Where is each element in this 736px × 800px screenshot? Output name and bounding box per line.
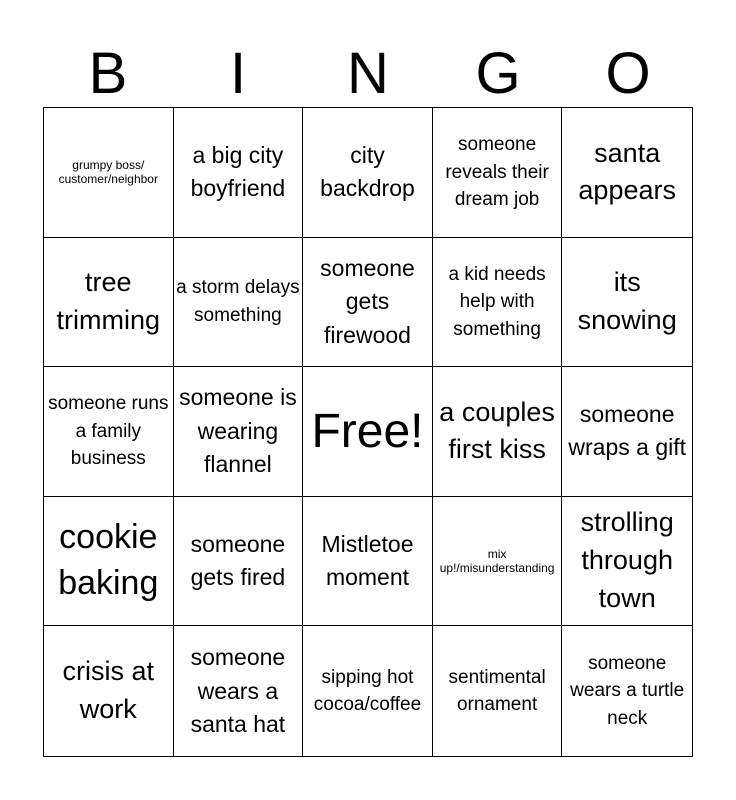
bingo-cell-label: someone is wearing flannel	[179, 384, 297, 478]
bingo-cell[interactable]	[562, 497, 692, 627]
bingo-cell[interactable]	[433, 238, 563, 368]
bingo-cell-label: tree trimming	[56, 267, 161, 335]
bingo-cell-label: someone gets fired	[190, 530, 286, 591]
header-letter-n: N	[347, 41, 389, 106]
bingo-cell[interactable]	[433, 367, 563, 497]
bingo-cell-label: a big city boyfriend	[190, 141, 286, 202]
bingo-cell[interactable]	[174, 108, 304, 238]
bingo-cell[interactable]	[174, 497, 304, 627]
bingo-cell[interactable]	[44, 497, 174, 627]
bingo-card-grid	[43, 107, 693, 757]
bingo-cell-label: someone wears a santa hat	[190, 644, 286, 737]
bingo-cell-label: its snowing	[577, 267, 677, 335]
bingo-cell-label: crisis at work	[62, 656, 155, 725]
bingo-cell-label: a couples first kiss	[439, 396, 555, 465]
bingo-cell-label: Mistletoe moment	[321, 530, 414, 591]
bingo-cell-label: sipping hot cocoa/coffee	[313, 666, 422, 716]
bingo-cell-label: sentimental ornament	[448, 666, 546, 716]
bingo-cell-label: grumpy boss/ customer/neighbor	[58, 157, 158, 187]
bingo-cell-label: someone reveals their dream job	[445, 133, 549, 211]
bingo-cell[interactable]	[303, 108, 433, 238]
bingo-cell[interactable]	[44, 238, 174, 368]
bingo-cell[interactable]	[562, 367, 692, 497]
bingo-cell-label: someone gets firewood	[320, 254, 415, 348]
bingo-cell[interactable]	[303, 497, 433, 627]
bingo-cell[interactable]	[562, 238, 692, 368]
bingo-cell[interactable]	[303, 238, 433, 368]
bingo-cell[interactable]	[44, 367, 174, 497]
bingo-cell[interactable]	[44, 626, 174, 756]
bingo-cell-label: Free!	[311, 404, 424, 458]
bingo-cell[interactable]	[433, 626, 563, 756]
header-letter-o: O	[605, 41, 651, 106]
bingo-header	[43, 40, 693, 108]
header-letter-b: B	[88, 41, 128, 106]
bingo-cell[interactable]	[562, 626, 692, 756]
bingo-cell[interactable]	[174, 626, 304, 756]
bingo-cell[interactable]	[44, 108, 174, 238]
bingo-cell-label: mix up!/misunderstanding	[439, 546, 555, 576]
bingo-cell[interactable]	[174, 367, 304, 497]
bingo-cell-label: santa appears	[578, 137, 676, 206]
bingo-cell-label: a storm delays something	[176, 277, 300, 326]
bingo-cell-label: someone wraps a gift	[568, 401, 686, 461]
bingo-cell[interactable]	[303, 626, 433, 756]
bingo-cell-label: someone runs a family business	[48, 393, 169, 470]
bingo-cell[interactable]	[433, 108, 563, 238]
header-letter-g: G	[475, 41, 521, 106]
bingo-cell-label: a kid needs help with something	[448, 263, 546, 340]
bingo-cell-label: city backdrop	[320, 141, 415, 202]
bingo-cell[interactable]	[303, 367, 433, 497]
bingo-cell-label: cookie baking	[58, 518, 159, 603]
bingo-cell[interactable]	[433, 497, 563, 627]
bingo-cell-label: someone wears a turtle neck	[570, 652, 685, 729]
bingo-cell-label: strolling through town	[580, 507, 674, 613]
header-letter-i: I	[229, 41, 247, 106]
bingo-cell[interactable]	[562, 108, 692, 238]
bingo-cell[interactable]	[174, 238, 304, 368]
